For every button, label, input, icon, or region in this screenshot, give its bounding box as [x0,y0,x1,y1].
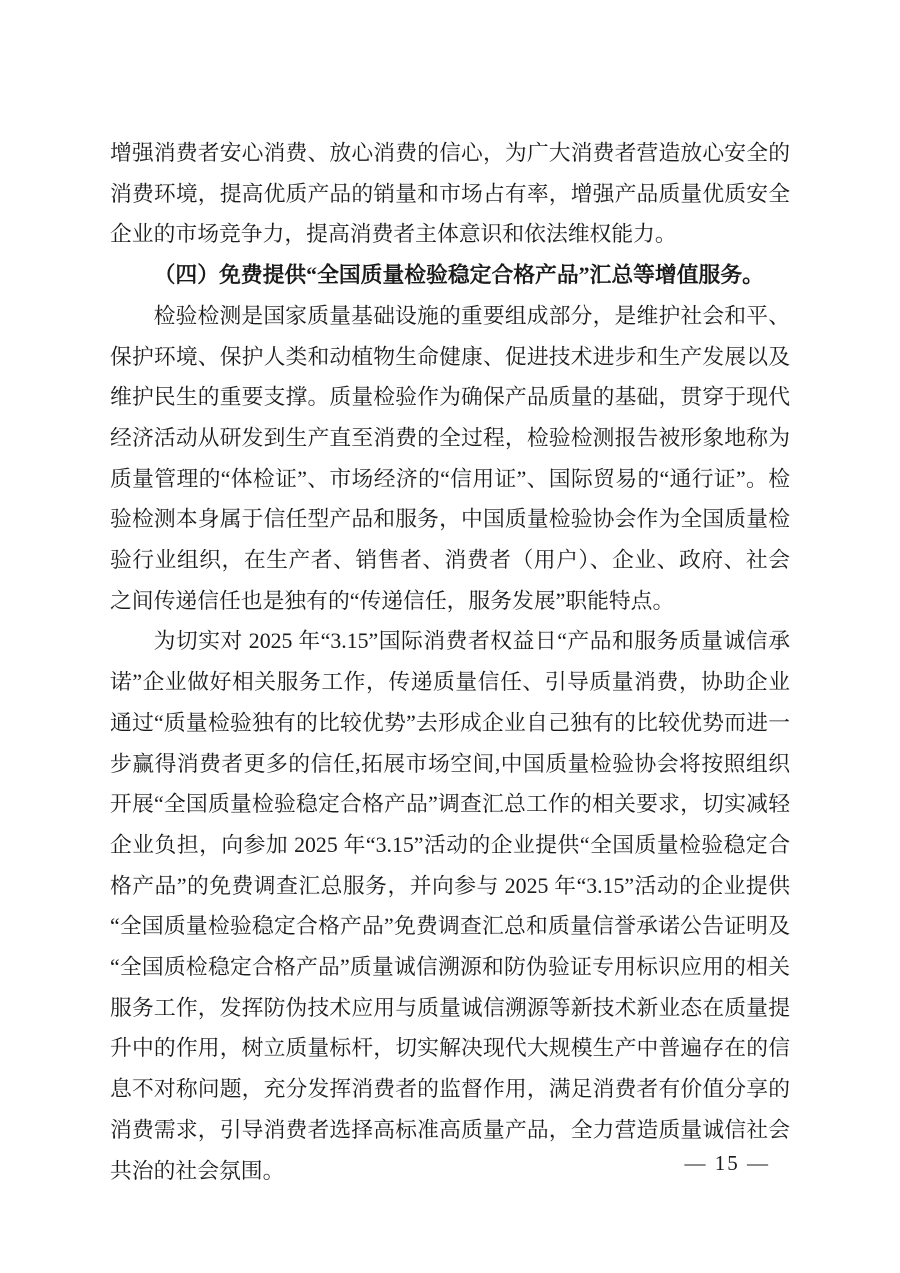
page-number: — 15 — [684,1151,770,1175]
paragraph-inspection-overview: 检验检测是国家质量基础设施的重要组成部分，是维护社会和平、保护环境、保护人类和动植物生命健康、促进技术进步和生产发展以及维护民生的重要支撑。质量检验作为确保产品质量的基础，贯穿于现代经济活动从研发到生产直至消费的全过程，检验检测报告被形象地称为质量管理的“体检证”、市场经济的“信用证”、国际贸易的“通行证”。检验检测本身属于信任型产品和服务，中国质量检验协会作为全国质量检验行业组织，在生产者、销售者、消费者（用户）、企业、政府、社会之间传递信任也是独有的“传递信任，服务发展”职能特点。 [110,303,790,613]
page-footer [685,1148,771,1178]
paragraph-315-services: 为切实对 2025 年“3.15”国际消费者权益日“产品和服务质量诚信承诺”企业做好相关服务工作，传递质量信任、引导质量消费，协助企业通过“质量检验独有的比较优势”去形成企业自己独有的比较优势而进一步赢得消费者更多的信任,拓展市场空间,中国质量检验协会将按照组织开展“全国质量检验稳定合格产品”调查汇总工作的相关要求，切实减轻企业负担，向参加 2025 年“3.15”活动的企业提供“全国质量检验稳定合格产品”的免费调查汇总服务，并向参与 2025 年“3.15”活动的企业提供“全国质量检验稳定合格产品”免费调查汇总和质量信誉承诺公告证明及“全国质检稳定合格产品”质量诚信溯源和防伪验证专用标识应用的相关服务工作，发挥防伪技术应用与质量诚信溯源等新技术新业态在质量提升中的作用，树立质量标杆，切实解决现代大规模生产中普遍存在的信息不对称问题，充分发挥消费者的监督作用，满足消费者有价值分享的消费需求，引导消费者选择高标准高质量产品，全力营造质量诚信社会共治的社会氛围。 [110,629,790,1183]
section-heading-four: （四）免费提供“全国质量检验稳定合格产品”汇总等增值服务。 [153,263,764,288]
paragraph-consumer-confidence: 增强消费者安心消费、放心消费的信心，为广大消费者营造放心安全的消费环境，提高优质产品的销量和市场占有率，增强产品质量优质安全企业的市场竞争力，提高消费者主体意识和依法维权能力。 [110,141,790,247]
document-body [110,133,790,1191]
